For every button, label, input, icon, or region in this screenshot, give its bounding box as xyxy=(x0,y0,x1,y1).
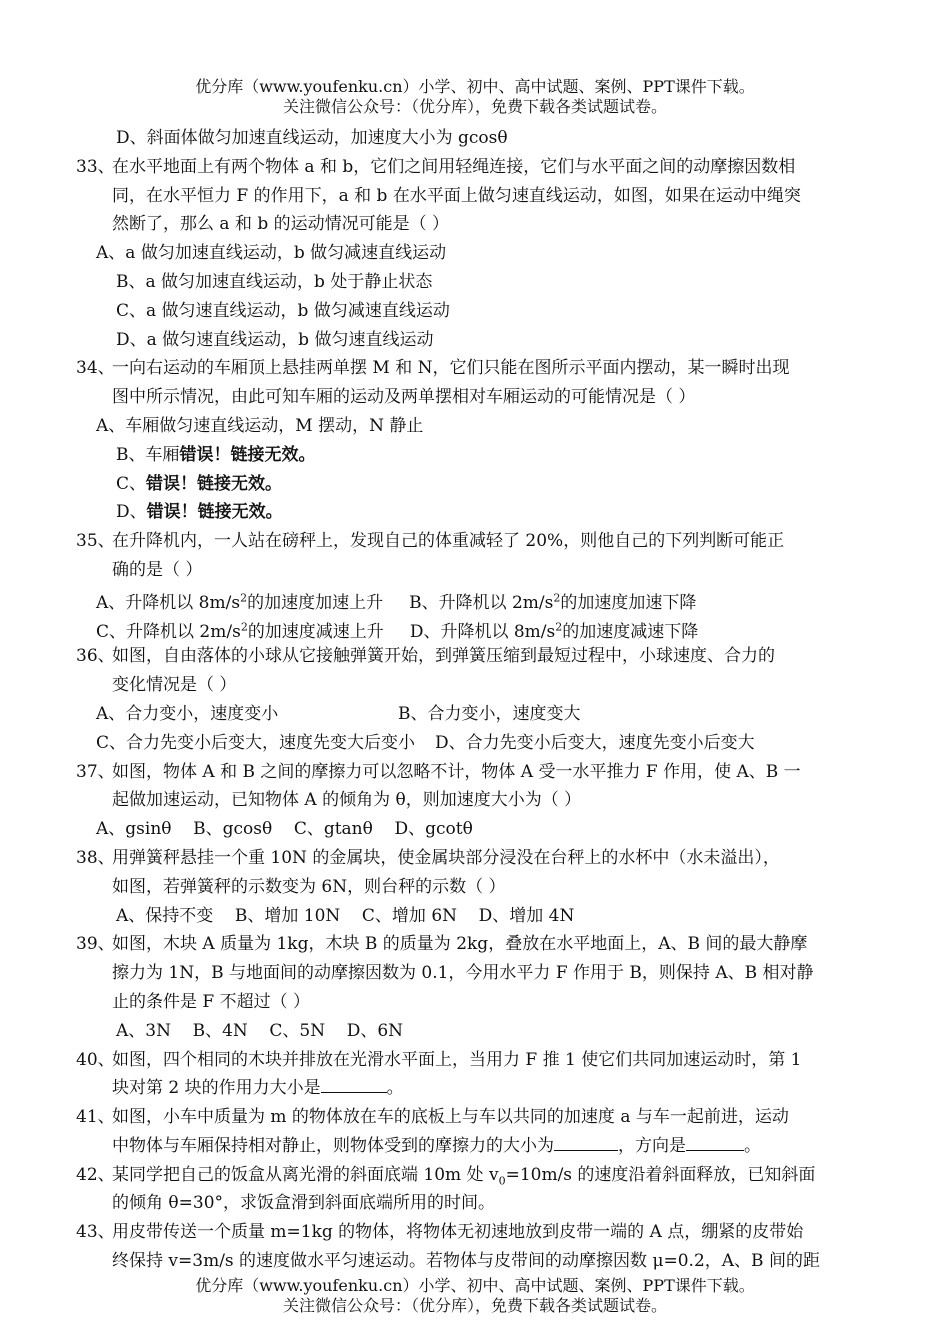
q42-text-1: 某同学把自己的饭盒从离光滑的斜面底端 10m 处 $v_0=10m/s$ 的速度沿着斜面释放，已知斜面 xyxy=(112,1164,816,1188)
q33-option-c: C、a 做匀速直线运动，b 做匀减速直线运动 xyxy=(116,300,450,321)
q33-line-2: 同，在水平恒力 F 的作用下，a 和 b 在水平面上做匀速直线运动，如图，如果在运动中绳突 xyxy=(112,185,801,206)
footer-line-1: 优分库（www.youfenku.cn）小学、初中、高中试题、案例、PPT课件下载。 xyxy=(195,1276,755,1295)
q38-number: 38、 xyxy=(76,847,115,868)
q36-line-1 xyxy=(76,642,874,671)
q43-text-1: 用皮带传送一个质量 m=1kg 的物体，将物体无初速地放到皮带一端的 A 点，绷紧的皮带始 xyxy=(112,1222,804,1243)
q35-option-b: B、升降机以 $2m/s^2$的加速度加速下降 xyxy=(409,591,697,614)
q39-line-1 xyxy=(76,930,874,959)
page-footer xyxy=(0,1276,950,1316)
q38-options: A、保持不变 B、增加 10N C、增加 6N D、增加 4N xyxy=(116,905,575,926)
q36-options-cd xyxy=(76,729,874,758)
q35-text-1: 在升降机内，一人站在磅秤上，发现自己的体重减轻了 20%，则他自己的下列判断可能正 xyxy=(112,531,785,552)
page-header xyxy=(0,77,950,117)
q37-number: 37、 xyxy=(76,761,115,782)
q43-line-2: 终保持 v=3m/s 的速度做水平匀速运动。若物体与皮带间的动摩擦因数 μ=0.2，A、B 间的距 xyxy=(112,1251,820,1272)
q42-line-1 xyxy=(76,1161,874,1190)
q39-line-2: 擦力为 1N，B 与地面间的动摩擦因数为 0.1，今用水平力 F 作用于 B，则保持 A、B 相对静 xyxy=(112,963,814,984)
q33-text-1: 在水平地面上有两个物体 a 和 b，它们之间用轻绳连接，它们与水平面之间的动摩擦因数相 xyxy=(112,156,796,177)
q33-number: 33、 xyxy=(76,156,115,177)
broken-link-error: 错误！链接无效。 xyxy=(146,473,283,494)
q43-line-1 xyxy=(76,1218,874,1247)
q34-option-b-prefix: B、车厢 xyxy=(116,444,180,465)
q36-option-b: B、合力变小，速度变大 xyxy=(398,703,581,724)
q33-option-b: B、a 做匀加速直线运动，b 处于静止状态 xyxy=(116,271,433,292)
q35-line-2: 确的是（ ） xyxy=(112,559,203,580)
q33-option-d: D、a 做匀速直线运动，b 做匀速直线运动 xyxy=(116,329,434,350)
q40-line-1 xyxy=(76,1046,874,1075)
q39-options: A、3N B、4N C、5N D、6N xyxy=(116,1020,404,1041)
q39-number: 39、 xyxy=(76,934,115,955)
q34-option-a: A、车厢做匀速直线运动，M 摆动，N 静止 xyxy=(96,415,424,436)
q39-text-1: 如图，木块 A 质量为 1kg，木块 B 的质量为 2kg，叠放在水平地面上，A、B 间的最大静摩 xyxy=(112,934,808,955)
q39-line-3: 止的条件是 F 不超过（ ） xyxy=(112,991,311,1012)
q35-options-cd xyxy=(76,614,874,643)
q32-option-d: D、斜面体做匀加速直线运动，加速度大小为 gcosθ xyxy=(116,128,508,148)
q38-text-1: 用弹簧秤悬挂一个重 10N 的金属块，使金属块部分浸没在台秤上的水杯中（水未溢出）， xyxy=(112,847,780,868)
q42-line-2: 的倾角 θ=30°，求饭盒滑到斜面底端所用的时间。 xyxy=(112,1193,496,1214)
q34-text-1: 一向右运动的车厢顶上悬挂两单摆 M 和 N，它们只能在图所示平面内摆动，某一瞬时出现 xyxy=(112,358,790,379)
q34-line-2: 图中所示情况，由此可知车厢的运动及两单摆相对车厢运动的可能情况是（ ） xyxy=(112,387,696,408)
q40-number: 40、 xyxy=(76,1049,115,1070)
q34-option-d xyxy=(76,498,874,527)
q37-text-1: 如图，物体 A 和 B 之间的摩擦力可以忽略不计，物体 A 受一水平推力 F 作用，使 A、B 一 xyxy=(112,761,801,782)
q34-number: 34、 xyxy=(76,358,115,379)
q43-number: 43、 xyxy=(76,1222,115,1243)
q36-options-ab xyxy=(76,700,874,729)
q41-line-2: 中物体与车厢保持相对静止，则物体受到的摩擦力的大小为 ，方向是 。 xyxy=(76,1132,874,1161)
q36-option-c: C、合力先变小后变大，速度先变大后变小 xyxy=(96,732,416,753)
q35-option-a: A、升降机以 $8m/s^2$的加速度加速上升 xyxy=(96,591,384,614)
q41-line-1 xyxy=(76,1103,874,1132)
q34-option-b xyxy=(76,441,874,470)
q33-line-3: 然断了，那么 a 和 b 的运动情况可能是（ ） xyxy=(112,214,450,235)
q37-line-1 xyxy=(76,758,874,787)
header-line-2: 关注微信公众号：（优分库），免费下载各类试题试卷。 xyxy=(282,97,667,116)
q41-text-1: 如图，小车中质量为 m 的物体放在车的底板上与车以共同的加速度 a 与车一起前进，运动 xyxy=(112,1107,789,1128)
q36-option-d: D、合力先变小后变大，速度先变小后变大 xyxy=(435,732,755,753)
q36-option-a: A、合力变小，速度变小 xyxy=(96,703,279,724)
questions-body xyxy=(76,124,874,1276)
q33-option-a: A、a 做匀加速直线运动，b 做匀减速直线运动 xyxy=(96,243,447,264)
q37-line-2: 起做加速运动，已知物体 A 的倾角为 θ，则加速度大小为（ ） xyxy=(112,790,582,811)
header-line-1: 优分库（www.youfenku.cn）小学、初中、高中试题、案例、PPT课件下载。 xyxy=(195,77,755,96)
q35-line-1 xyxy=(76,527,874,556)
q34-option-d-prefix: D、 xyxy=(116,502,147,523)
q34-option-c xyxy=(76,470,874,499)
broken-link-error: 错误！链接无效。 xyxy=(179,444,316,465)
broken-link-error: 错误！链接无效。 xyxy=(146,502,283,523)
q37-options: A、gsinθ B、gcosθ C、gtanθ D、gcotθ xyxy=(96,819,473,840)
q36-text-1: 如图，自由落体的小球从它接触弹簧开始，到弹簧压缩到最短过程中，小球速度、合力的 xyxy=(112,646,775,667)
answer-blank xyxy=(321,1074,387,1093)
q35-number: 35、 xyxy=(76,531,115,552)
q33-line-1 xyxy=(76,153,874,182)
footer-line-2: 关注微信公众号：（优分库），免费下载各类试题试卷。 xyxy=(282,1296,667,1315)
q42-number: 42、 xyxy=(76,1164,115,1185)
q38-line-2: 如图，若弹簧秤的示数变为 6N，则台秤的示数（ ） xyxy=(112,876,506,897)
answer-blank xyxy=(686,1132,744,1151)
q35-option-d: D、升降机以 $8m/s^2$的加速度减速下降 xyxy=(409,620,699,643)
q41-number: 41、 xyxy=(76,1107,115,1128)
q36-number: 36、 xyxy=(76,646,115,667)
q38-line-1 xyxy=(76,844,874,873)
q34-option-c-prefix: C、 xyxy=(116,473,147,494)
answer-blank xyxy=(554,1132,618,1151)
q35-options-ab xyxy=(76,585,874,614)
q34-line-1 xyxy=(76,354,874,383)
q35-option-c: C、升降机以 $2m/s^2$的加速度减速上升 xyxy=(96,620,384,643)
q40-text-1: 如图，四个相同的木块并排放在光滑水平面上，当用力 F 推 1 使它们共同加速运动时，第 1 xyxy=(112,1049,802,1070)
q40-line-2: 块对第 2 块的作用力大小是 。 xyxy=(76,1074,874,1103)
q36-line-2: 变化情况是（ ） xyxy=(112,675,237,696)
